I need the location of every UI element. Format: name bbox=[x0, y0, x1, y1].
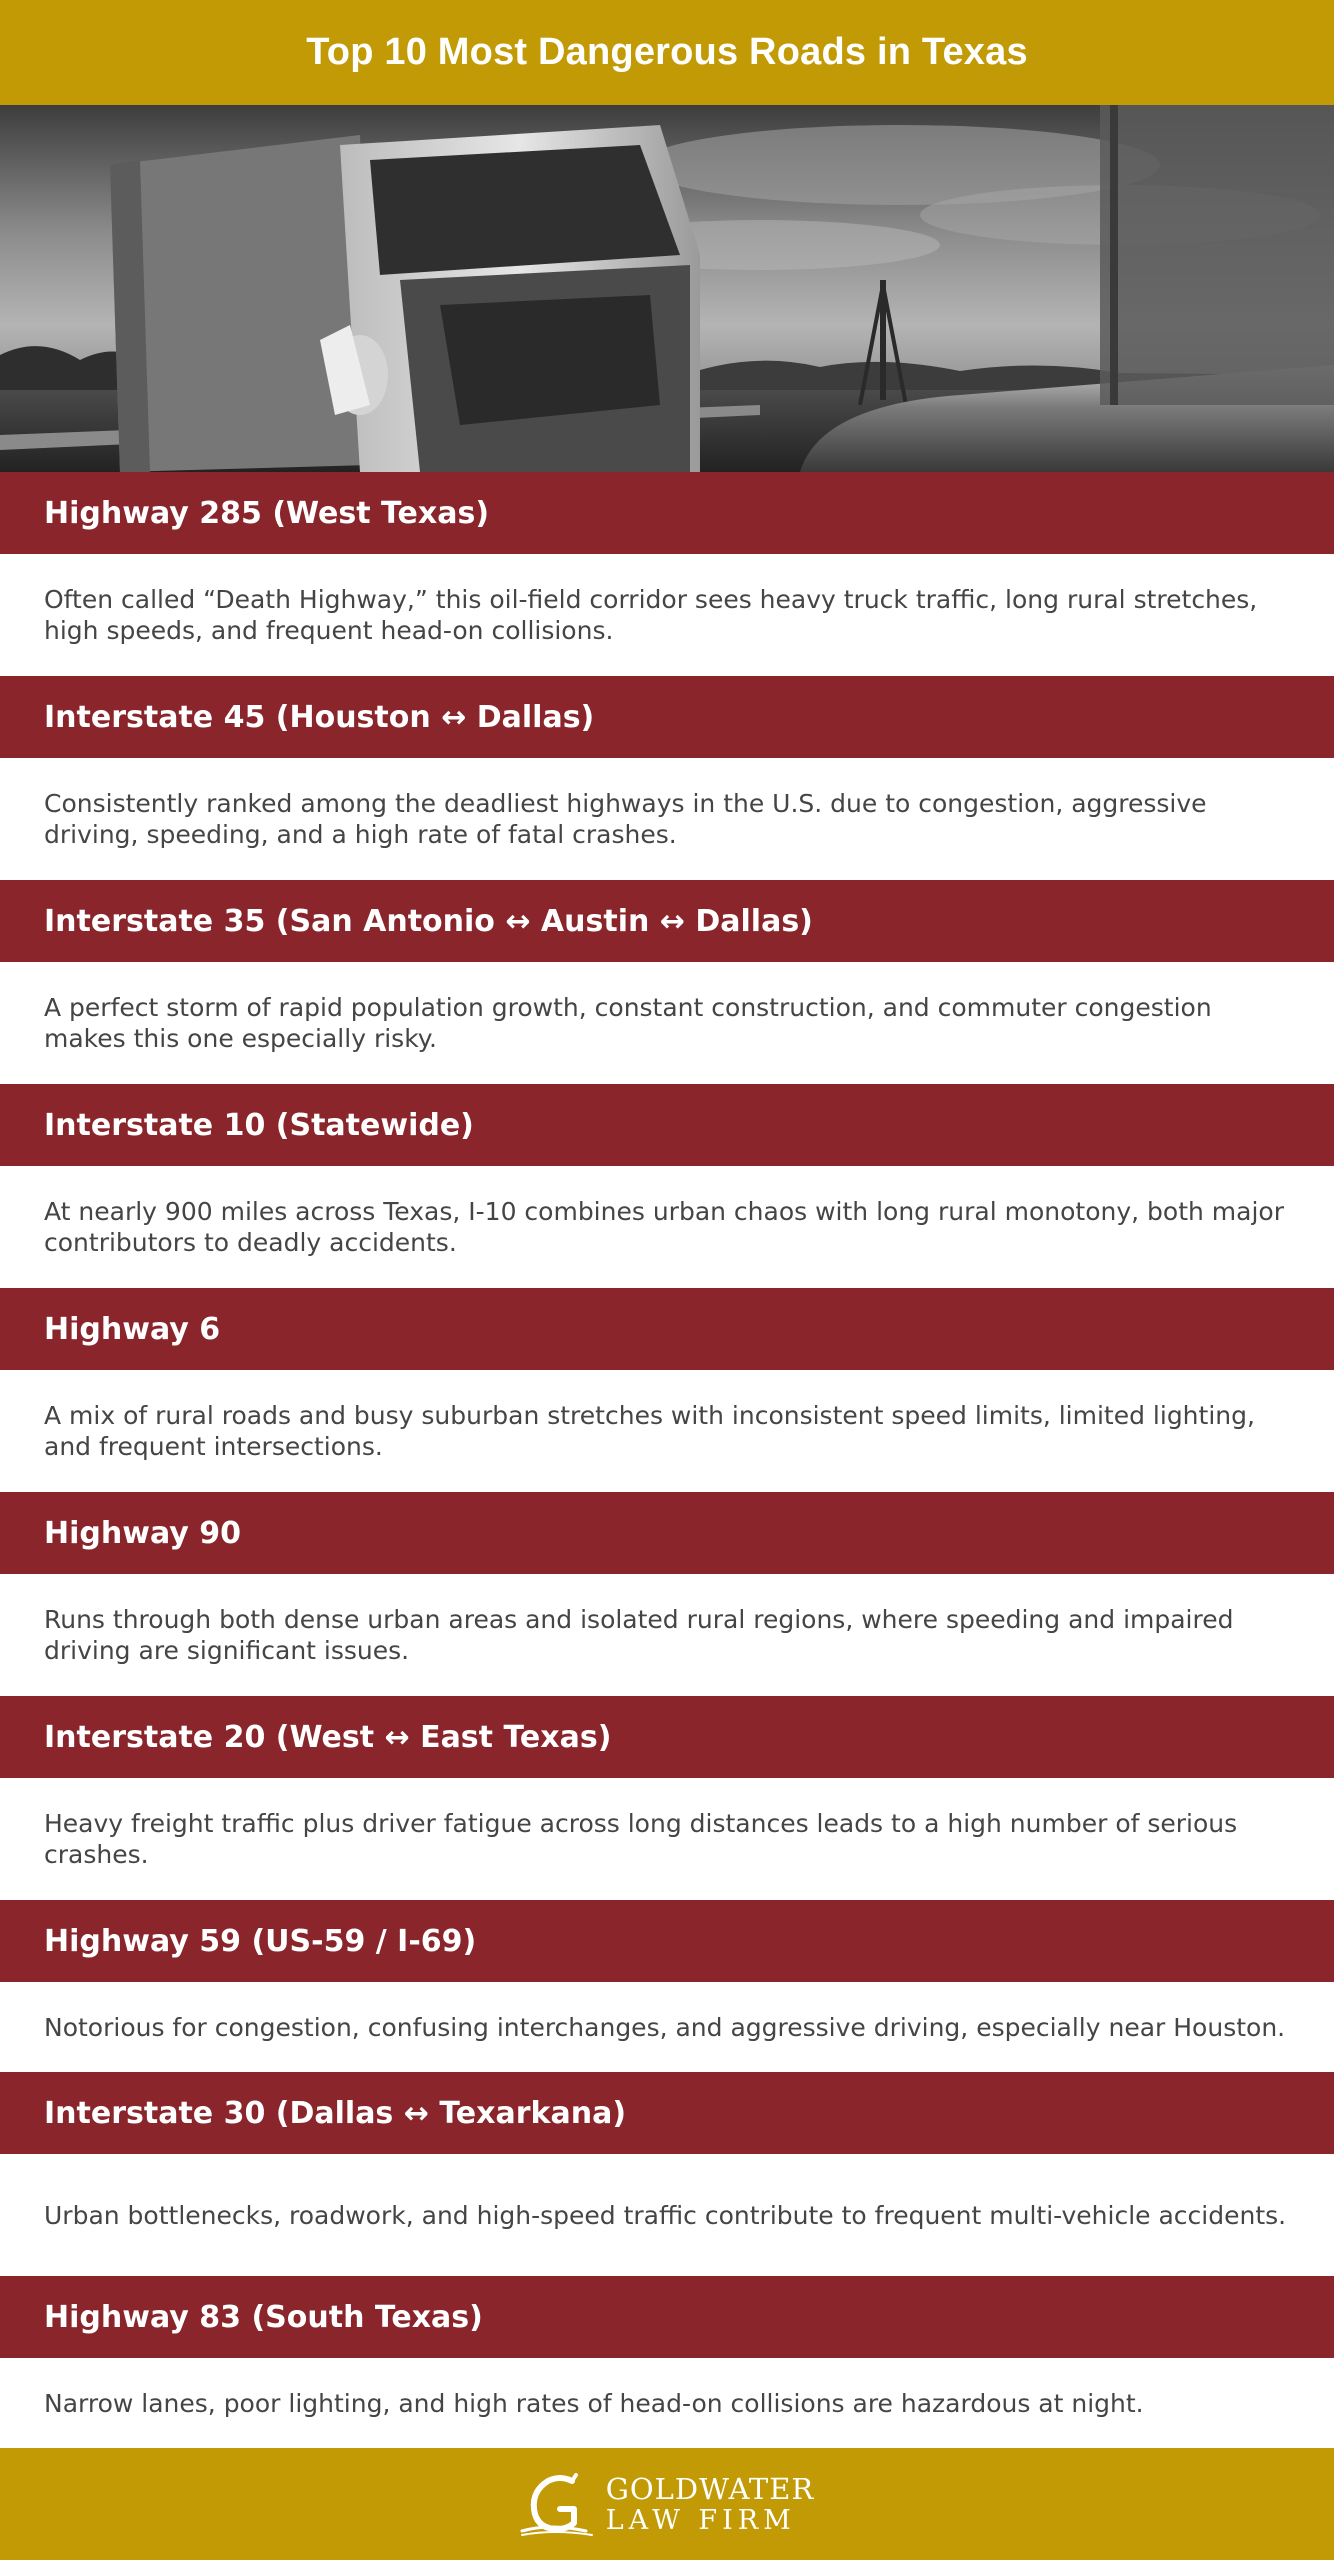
road-description: Often called “Death Highway,” this oil-field corridor sees heavy truck traffic, long rural stretches, high speeds, and frequent head-on collisions. bbox=[0, 554, 1334, 676]
road-title: Highway 83 (South Texas) bbox=[0, 2276, 1334, 2358]
road-title: Highway 59 (US-59 / I-69) bbox=[0, 1900, 1334, 1982]
header-banner bbox=[0, 0, 1334, 105]
road-title: Interstate 20 (West ↔ East Texas) bbox=[0, 1696, 1334, 1778]
road-description: A perfect storm of rapid population growth, constant construction, and commuter congestion makes this one especially risky. bbox=[0, 962, 1334, 1084]
road-title: Interstate 35 (San Antonio ↔ Austin ↔ Dallas) bbox=[0, 880, 1334, 962]
road-description: At nearly 900 miles across Texas, I-10 combines urban chaos with long rural monotony, both major contributors to deadly accidents. bbox=[0, 1166, 1334, 1288]
truck-crash-photo bbox=[0, 105, 1334, 472]
road-item bbox=[0, 1288, 1334, 1492]
road-item bbox=[0, 2072, 1334, 2276]
footer-banner bbox=[0, 2448, 1334, 2560]
hero-image-truck-crash bbox=[0, 105, 1334, 472]
road-description: Runs through both dense urban areas and isolated rural regions, where speeding and impaired driving are significant issues. bbox=[0, 1574, 1334, 1696]
road-title: Interstate 45 (Houston ↔ Dallas) bbox=[0, 676, 1334, 758]
road-title: Highway 285 (West Texas) bbox=[0, 472, 1334, 554]
road-title: Highway 6 bbox=[0, 1288, 1334, 1370]
road-description: Urban bottlenecks, roadwork, and high-speed traffic contribute to frequent multi-vehicle accidents. bbox=[0, 2154, 1334, 2276]
road-item bbox=[0, 2276, 1334, 2448]
road-item bbox=[0, 1696, 1334, 1900]
road-item bbox=[0, 472, 1334, 676]
road-item bbox=[0, 880, 1334, 1084]
goldwater-law-firm-logo bbox=[520, 2471, 815, 2537]
road-title: Highway 90 bbox=[0, 1492, 1334, 1574]
road-description: Notorious for congestion, confusing interchanges, and aggressive driving, especially near Houston. bbox=[0, 1982, 1334, 2072]
road-title: Interstate 10 (Statewide) bbox=[0, 1084, 1334, 1166]
logo-text-line2: LAW FIRM bbox=[605, 2504, 796, 2536]
goldwater-g-logo-icon bbox=[520, 2471, 598, 2537]
page-title: Top 10 Most Dangerous Roads in Texas bbox=[306, 31, 1028, 73]
road-item bbox=[0, 676, 1334, 880]
logo-wordmark bbox=[605, 2471, 815, 2536]
road-description: Heavy freight traffic plus driver fatigue across long distances leads to a high number of serious crashes. bbox=[0, 1778, 1334, 1900]
road-title: Interstate 30 (Dallas ↔ Texarkana) bbox=[0, 2072, 1334, 2154]
road-item bbox=[0, 1084, 1334, 1288]
road-description: Consistently ranked among the deadliest highways in the U.S. due to congestion, aggressive driving, speeding, and a high rate of fatal crashes. bbox=[0, 758, 1334, 880]
road-item bbox=[0, 1492, 1334, 1696]
logo-text-line1: GOLDWATER bbox=[605, 2471, 815, 2506]
road-item bbox=[0, 1900, 1334, 2072]
road-description: Narrow lanes, poor lighting, and high rates of head-on collisions are hazardous at night. bbox=[0, 2358, 1334, 2448]
road-list bbox=[0, 472, 1334, 2448]
road-description: A mix of rural roads and busy suburban stretches with inconsistent speed limits, limited lighting, and frequent intersections. bbox=[0, 1370, 1334, 1492]
